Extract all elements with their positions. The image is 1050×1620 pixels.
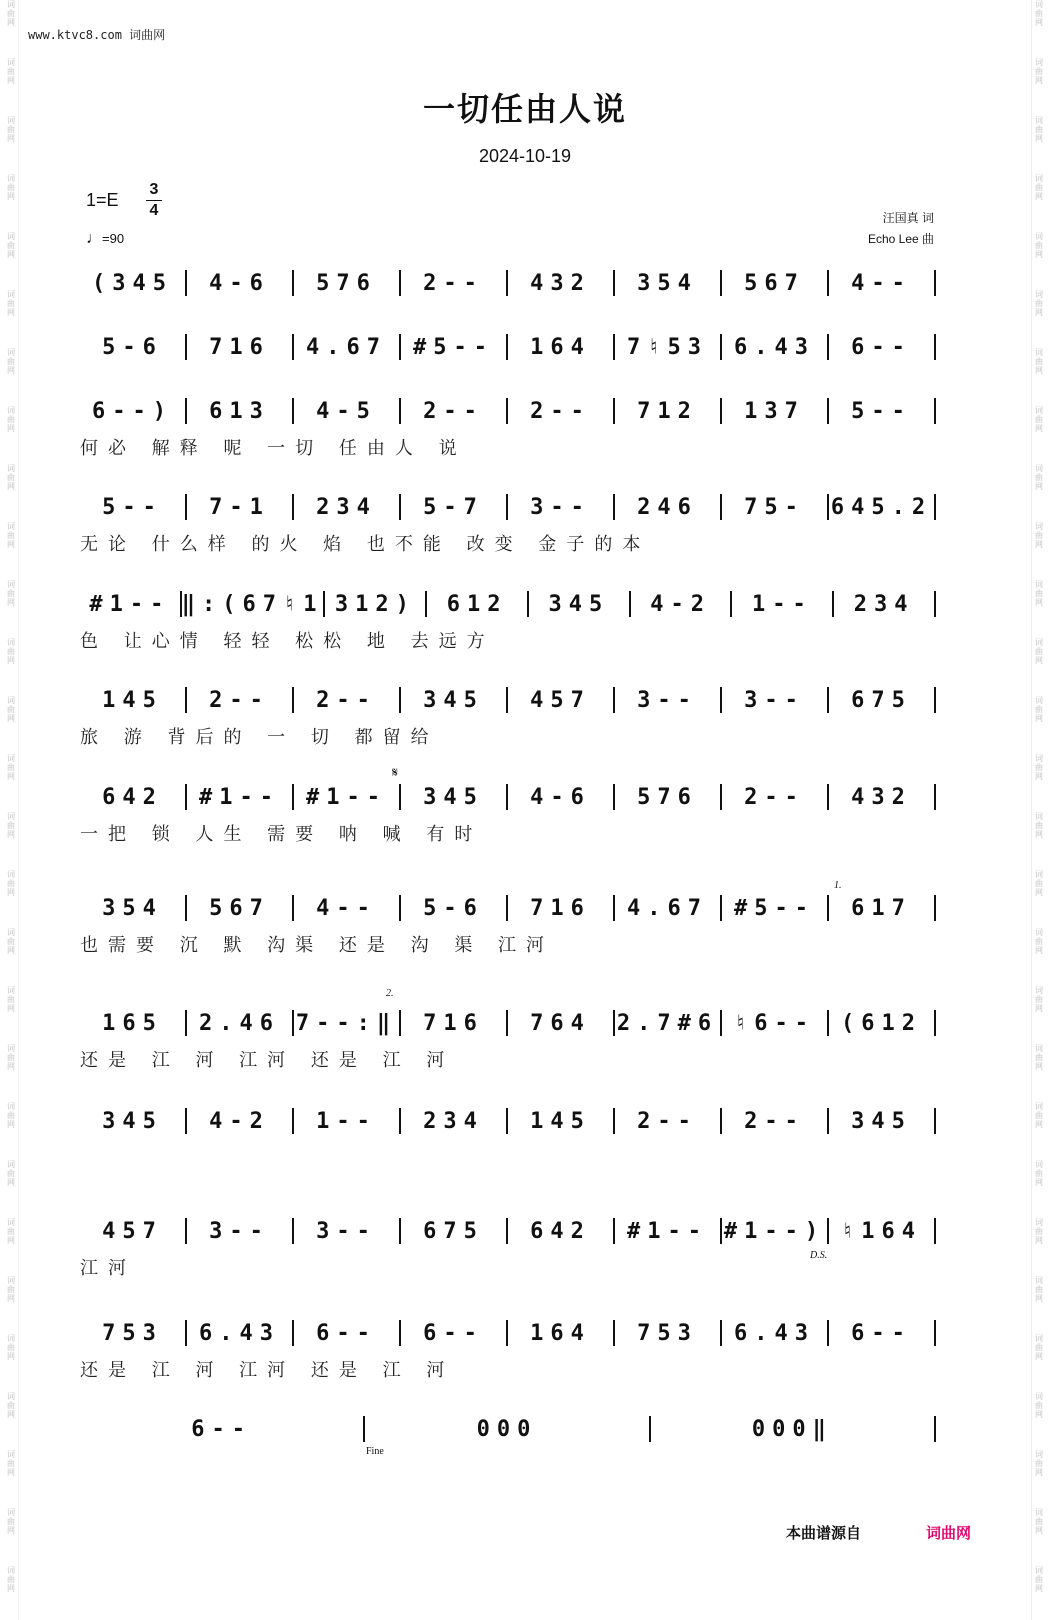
measure: ‖:(67♮1 bbox=[181, 591, 324, 617]
watermark-text: 词曲网 bbox=[1035, 1102, 1043, 1129]
measure: 6.43 bbox=[734, 334, 815, 360]
watermark-text: 词曲网 bbox=[1035, 174, 1043, 201]
measure: 5-6 bbox=[423, 895, 484, 921]
score-row bbox=[80, 266, 936, 300]
score-row bbox=[80, 1104, 936, 1138]
measure: 7-1 bbox=[209, 494, 270, 520]
measure: 6.43 bbox=[734, 1320, 815, 1346]
bar-line bbox=[934, 1416, 936, 1442]
bar-line bbox=[934, 1108, 936, 1134]
measure: 2-- bbox=[530, 398, 591, 424]
watermark-text: 词曲网 bbox=[1035, 928, 1043, 955]
score-row bbox=[80, 587, 936, 621]
lyric-line: 一把 锁 人生 需要 呐 喊 有时 bbox=[80, 824, 483, 845]
measure: 145 bbox=[530, 1108, 591, 1134]
watermark-text: 词曲网 bbox=[7, 1450, 15, 1477]
lyric-line: 还是 江 河 江河 还是 江 河 bbox=[80, 1050, 455, 1071]
watermark-text: 词曲网 bbox=[1035, 1334, 1043, 1361]
watermark-text: 词曲网 bbox=[1035, 812, 1043, 839]
score-row bbox=[80, 1006, 936, 1040]
measure: 753 bbox=[102, 1320, 163, 1346]
watermark-text: 词曲网 bbox=[1035, 232, 1043, 259]
watermark-text: 词曲网 bbox=[7, 638, 15, 665]
measure: 4-- bbox=[316, 895, 377, 921]
watermark-text: 词曲网 bbox=[7, 232, 15, 259]
watermark-text: 词曲网 bbox=[1035, 1566, 1043, 1593]
measure: 712 bbox=[637, 398, 698, 424]
bar-line bbox=[934, 334, 936, 360]
measure: (612 bbox=[841, 1010, 922, 1036]
measure: 567 bbox=[209, 895, 270, 921]
measure: 7--:‖ bbox=[295, 1010, 398, 1036]
segno-sign: 𝄋 bbox=[392, 766, 399, 781]
watermark-text: 词曲网 bbox=[7, 928, 15, 955]
score-row bbox=[80, 490, 936, 524]
song-date: 2024-10-19 bbox=[478, 146, 572, 166]
watermark-text: 词曲网 bbox=[1035, 986, 1043, 1013]
time-signature bbox=[146, 180, 162, 221]
time-signature-bottom: 4 bbox=[149, 202, 159, 219]
measure: ♮6-- bbox=[734, 1010, 815, 1036]
measure: 567 bbox=[744, 270, 805, 296]
watermark-text: 词曲网 bbox=[7, 116, 15, 143]
watermark-text: 词曲网 bbox=[1035, 638, 1043, 665]
measure: 1-- bbox=[316, 1108, 377, 1134]
measure: 75- bbox=[744, 494, 805, 520]
measure: #1-- bbox=[89, 591, 171, 617]
measure: 4.67 bbox=[306, 334, 387, 360]
measure: 716 bbox=[209, 334, 270, 360]
watermark-text: 词曲网 bbox=[1035, 754, 1043, 781]
measure: 000‖ bbox=[751, 1416, 833, 1442]
measure: 612 bbox=[446, 591, 508, 617]
watermark-text: 词曲网 bbox=[7, 986, 15, 1013]
watermark-text: 词曲网 bbox=[1035, 348, 1043, 375]
watermark-text: 词曲网 bbox=[1035, 58, 1043, 85]
lyric-line: 色 让心情 轻轻 松松 地 去远方 bbox=[80, 631, 495, 652]
measure: 1-- bbox=[751, 591, 813, 617]
watermark-text: 词曲网 bbox=[1035, 1276, 1043, 1303]
tempo-marking bbox=[86, 230, 124, 248]
measure: 3-- bbox=[316, 1218, 377, 1244]
measure: 3-- bbox=[209, 1218, 270, 1244]
measure: 2-- bbox=[316, 687, 377, 713]
footer-source-label: 本曲谱源自 bbox=[786, 1524, 862, 1542]
score-row bbox=[80, 891, 936, 925]
measure: 345 bbox=[102, 1108, 163, 1134]
measure: 4-5 bbox=[316, 398, 377, 424]
watermark-text: 词曲网 bbox=[1035, 1392, 1043, 1419]
watermark-text: 词曲网 bbox=[1035, 406, 1043, 433]
measure: 432 bbox=[530, 270, 591, 296]
watermark-text: 词曲网 bbox=[7, 406, 15, 433]
measure: 5-6 bbox=[102, 334, 163, 360]
measure: 457 bbox=[102, 1218, 163, 1244]
measure: 4-2 bbox=[209, 1108, 270, 1134]
score-row bbox=[80, 1412, 936, 1446]
watermark-text: 词曲网 bbox=[7, 696, 15, 723]
measure: 137 bbox=[744, 398, 805, 424]
watermark-text: 词曲网 bbox=[7, 1508, 15, 1535]
watermark-text: 词曲网 bbox=[7, 1160, 15, 1187]
score-row bbox=[80, 330, 936, 364]
measure: 345 bbox=[423, 784, 484, 810]
ds-marker: D.S. bbox=[810, 1250, 828, 1261]
tempo-value: =90 bbox=[102, 231, 125, 246]
bar-line bbox=[934, 494, 936, 520]
watermark-text: 词曲网 bbox=[1035, 522, 1043, 549]
measure: 576 bbox=[316, 270, 377, 296]
watermark-left bbox=[4, 0, 19, 1620]
measure: 432 bbox=[851, 784, 912, 810]
watermark-text: 词曲网 bbox=[1035, 1044, 1043, 1071]
measure: 5-7 bbox=[423, 494, 484, 520]
measure: 753 bbox=[637, 1320, 698, 1346]
measure: 2-- bbox=[423, 270, 484, 296]
time-signature-top: 3 bbox=[149, 181, 159, 198]
bar-line bbox=[934, 398, 936, 424]
fine-marker: Fine bbox=[366, 1446, 384, 1457]
ending-2-label: 2. bbox=[386, 988, 394, 999]
measure: 6-- bbox=[423, 1320, 484, 1346]
watermark-text: 词曲网 bbox=[7, 0, 15, 27]
measure: #1--) bbox=[723, 1218, 826, 1244]
watermark-text: 词曲网 bbox=[1035, 116, 1043, 143]
watermark-text: 词曲网 bbox=[7, 1392, 15, 1419]
watermark-text: 词曲网 bbox=[1035, 290, 1043, 317]
measure: 234 bbox=[853, 591, 915, 617]
measure: 2-- bbox=[423, 398, 484, 424]
measure: 2.7#6 bbox=[616, 1010, 719, 1036]
lyric-line: 还是 江 河 江河 还是 江 河 bbox=[80, 1360, 455, 1381]
measure: 234 bbox=[423, 1108, 484, 1134]
measure: 165 bbox=[102, 1010, 163, 1036]
measure: ♮164 bbox=[841, 1218, 922, 1244]
score-row bbox=[80, 1316, 936, 1350]
measure: 2-- bbox=[637, 1108, 698, 1134]
measure: 675 bbox=[423, 1218, 484, 1244]
watermark-text: 词曲网 bbox=[7, 58, 15, 85]
measure: 716 bbox=[423, 1010, 484, 1036]
measure: #1-- bbox=[306, 784, 387, 810]
measure: 345 bbox=[423, 687, 484, 713]
watermark-text: 词曲网 bbox=[7, 290, 15, 317]
credits bbox=[868, 208, 934, 250]
lyricist: 汪国真 词 bbox=[882, 211, 934, 225]
watermark-text: 词曲网 bbox=[7, 580, 15, 607]
watermark-text: 词曲网 bbox=[1035, 870, 1043, 897]
watermark-text: 词曲网 bbox=[7, 1102, 15, 1129]
measure: 2.46 bbox=[199, 1010, 280, 1036]
measure: #5-- bbox=[734, 895, 815, 921]
measure: 457 bbox=[530, 687, 591, 713]
measure: 5-- bbox=[851, 398, 912, 424]
watermark-text: 词曲网 bbox=[7, 1334, 15, 1361]
bar-line bbox=[934, 1320, 936, 1346]
measure: 234 bbox=[316, 494, 377, 520]
ending-1-label: 1. bbox=[834, 880, 842, 891]
watermark-text: 词曲网 bbox=[7, 348, 15, 375]
measure: 3-- bbox=[530, 494, 591, 520]
watermark-text: 词曲网 bbox=[7, 522, 15, 549]
score-row bbox=[80, 780, 936, 814]
lyric-line: 无论 什么样 的火 焰 也不能 改变 金子的本 bbox=[80, 534, 651, 555]
watermark-text: 词曲网 bbox=[7, 1044, 15, 1071]
score-row bbox=[80, 1214, 936, 1248]
measure: 354 bbox=[102, 895, 163, 921]
score-row bbox=[80, 683, 936, 717]
measure: 7♮53 bbox=[627, 334, 708, 360]
measure: 246 bbox=[637, 494, 698, 520]
measure: 6-- bbox=[851, 334, 912, 360]
measure: 345 bbox=[851, 1108, 912, 1134]
bar-line bbox=[934, 1218, 936, 1244]
header-url: www.ktvc8.com 词曲网 bbox=[28, 28, 166, 42]
measure: (345 bbox=[92, 270, 173, 296]
measure: 4-6 bbox=[209, 270, 270, 296]
lyric-line: 也需要 沉 默 沟渠 还是 沟 渠 江河 bbox=[80, 935, 555, 956]
measure: 145 bbox=[102, 687, 163, 713]
watermark-text: 词曲网 bbox=[7, 1276, 15, 1303]
bar-line bbox=[934, 895, 936, 921]
measure: 645.2 bbox=[830, 494, 933, 520]
measure: 716 bbox=[530, 895, 591, 921]
song-title: 一切任由人说 bbox=[422, 90, 627, 128]
measure: 6-- bbox=[191, 1416, 253, 1442]
watermark-text: 词曲网 bbox=[1035, 580, 1043, 607]
measure: 764 bbox=[530, 1010, 591, 1036]
watermark-text: 词曲网 bbox=[7, 464, 15, 491]
watermark-text: 词曲网 bbox=[7, 812, 15, 839]
bar-line bbox=[934, 270, 936, 296]
measure: 5-- bbox=[102, 494, 163, 520]
lyric-line: 旅 游 背后的 一 切 都留给 bbox=[80, 727, 439, 748]
measure: 576 bbox=[637, 784, 698, 810]
measure: 6.43 bbox=[199, 1320, 280, 1346]
measure: #1-- bbox=[627, 1218, 708, 1244]
watermark-text: 词曲网 bbox=[7, 870, 15, 897]
bar-line bbox=[934, 784, 936, 810]
measure: 000 bbox=[476, 1416, 538, 1442]
measure: 2-- bbox=[209, 687, 270, 713]
measure: 2-- bbox=[744, 1108, 805, 1134]
measure: 354 bbox=[637, 270, 698, 296]
quarter-note-icon: ♩ bbox=[86, 230, 102, 247]
lyric-line: 何必 解释 呢 一切 任由人 说 bbox=[80, 438, 467, 459]
measure: 6-- bbox=[851, 1320, 912, 1346]
lyric-line: 江河 bbox=[80, 1258, 136, 1279]
footer-source-site[interactable]: 词曲网 bbox=[926, 1524, 972, 1542]
measure: 675 bbox=[851, 687, 912, 713]
measure: 164 bbox=[530, 1320, 591, 1346]
measure: 4.67 bbox=[627, 895, 708, 921]
bar-line bbox=[934, 687, 936, 713]
measure: #5-- bbox=[413, 334, 494, 360]
composer: Echo Lee 曲 bbox=[867, 232, 934, 246]
measure: 4-- bbox=[851, 270, 912, 296]
measure: 345 bbox=[548, 591, 610, 617]
watermark-text: 词曲网 bbox=[1035, 0, 1043, 27]
measure: 613 bbox=[209, 398, 270, 424]
score-row bbox=[80, 394, 936, 428]
watermark-text: 词曲网 bbox=[1035, 1508, 1043, 1535]
key-signature: 1=E bbox=[86, 190, 119, 210]
watermark-text: 词曲网 bbox=[1035, 1160, 1043, 1187]
measure: 6--) bbox=[92, 398, 173, 424]
measure: 4-2 bbox=[650, 591, 711, 617]
watermark-text: 词曲网 bbox=[7, 1218, 15, 1245]
measure: 6-- bbox=[316, 1320, 377, 1346]
bar-line bbox=[934, 591, 936, 617]
watermark-text: 词曲网 bbox=[1035, 464, 1043, 491]
measure: 617 bbox=[851, 895, 912, 921]
watermark-text: 词曲网 bbox=[7, 754, 15, 781]
measure: 3-- bbox=[637, 687, 698, 713]
watermark-right bbox=[1031, 0, 1046, 1620]
measure: #1-- bbox=[199, 784, 280, 810]
watermark-text: 词曲网 bbox=[7, 1566, 15, 1593]
measure: 164 bbox=[530, 334, 591, 360]
watermark-text: 词曲网 bbox=[7, 174, 15, 201]
measure: 642 bbox=[102, 784, 163, 810]
watermark-text: 词曲网 bbox=[1035, 1218, 1043, 1245]
measure: 642 bbox=[530, 1218, 591, 1244]
measure: 3-- bbox=[744, 687, 805, 713]
measure: 312) bbox=[334, 591, 416, 617]
watermark-text: 词曲网 bbox=[1035, 1450, 1043, 1477]
measure: 2-- bbox=[744, 784, 805, 810]
watermark-text: 词曲网 bbox=[1035, 696, 1043, 723]
measure: 4-6 bbox=[530, 784, 591, 810]
bar-line bbox=[934, 1010, 936, 1036]
